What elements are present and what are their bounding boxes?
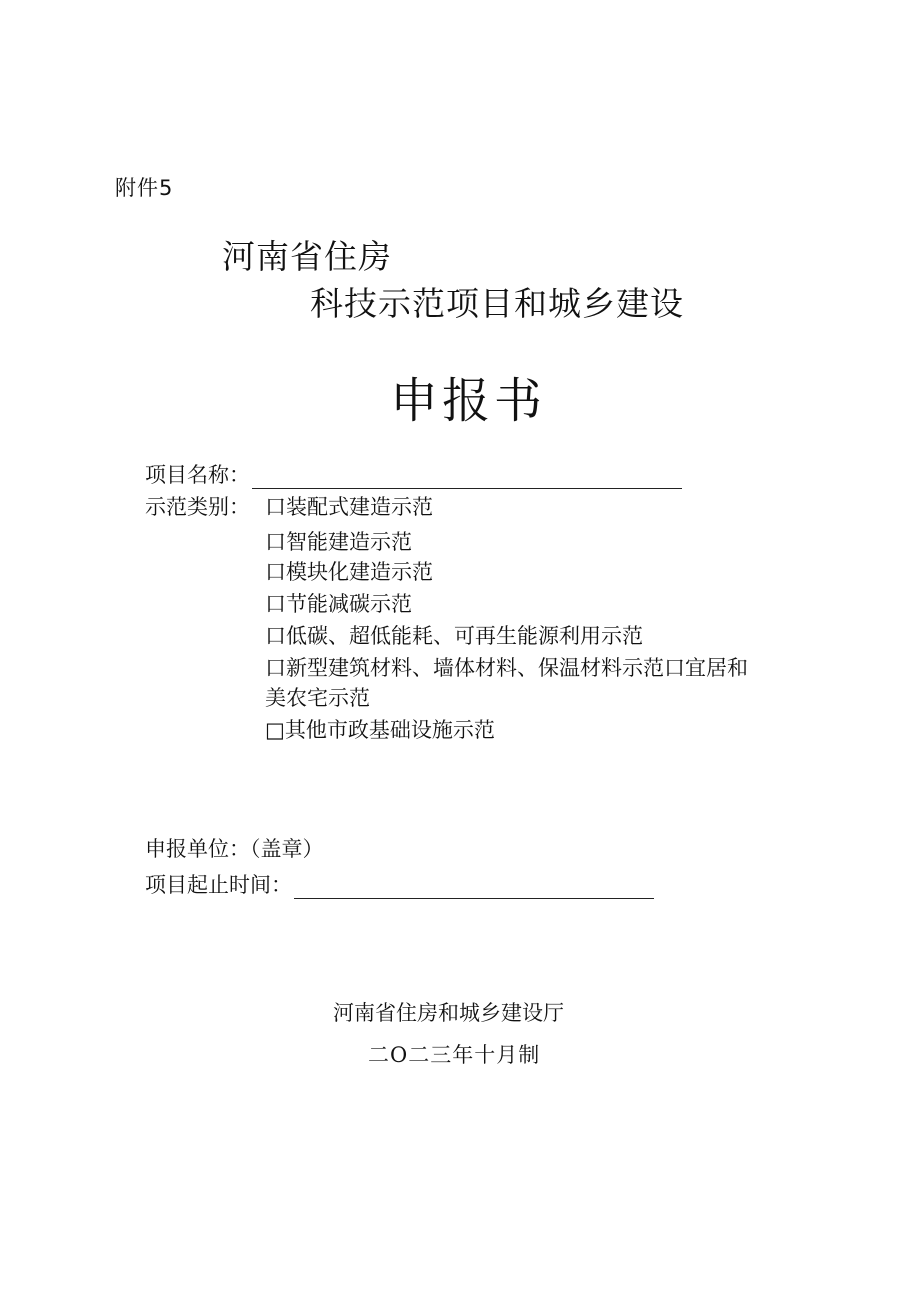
project-period-field[interactable] [294,878,654,899]
project-period-label: 项目起止时间： [145,873,292,897]
option-municipal-infrastructure[interactable]: □其他市政基础设施示范 [265,718,495,742]
option-low-carbon[interactable]: 口低碳、超低能耗、可再生能源利用示范 [265,624,643,648]
title-line-2: 科技示范项目和城乡建设 [310,284,684,323]
option-new-materials[interactable]: 口新型建筑材料、墙体材料、保温材料示范口宜居和 [265,656,748,680]
option-modular-construction[interactable]: 口模块化建造示范 [265,560,433,584]
project-name-row [145,459,682,489]
applicant-unit-label: 申报单位：（盖章） [145,837,324,861]
project-period-row [145,869,654,899]
category-label: 示范类别： [145,495,250,519]
option-prefab-construction[interactable]: 口装配式建造示范 [265,495,433,519]
option-energy-saving[interactable]: 口节能减碳示范 [265,592,412,616]
option-smart-construction[interactable]: 口智能建造示范 [265,530,412,554]
title-line-1: 河南省住房 [222,237,392,276]
document-title: 申报书 [390,373,547,429]
attachment-label: 附件5 [115,176,174,200]
project-name-label: 项目名称： [145,463,250,487]
issue-date: 二O二三年十月制 [368,1043,541,1067]
issuing-organization: 河南省住房和城乡建设厅 [333,1001,564,1025]
project-name-field[interactable] [252,468,682,489]
option-rural-housing-continued: 美农宅示范 [265,686,370,710]
